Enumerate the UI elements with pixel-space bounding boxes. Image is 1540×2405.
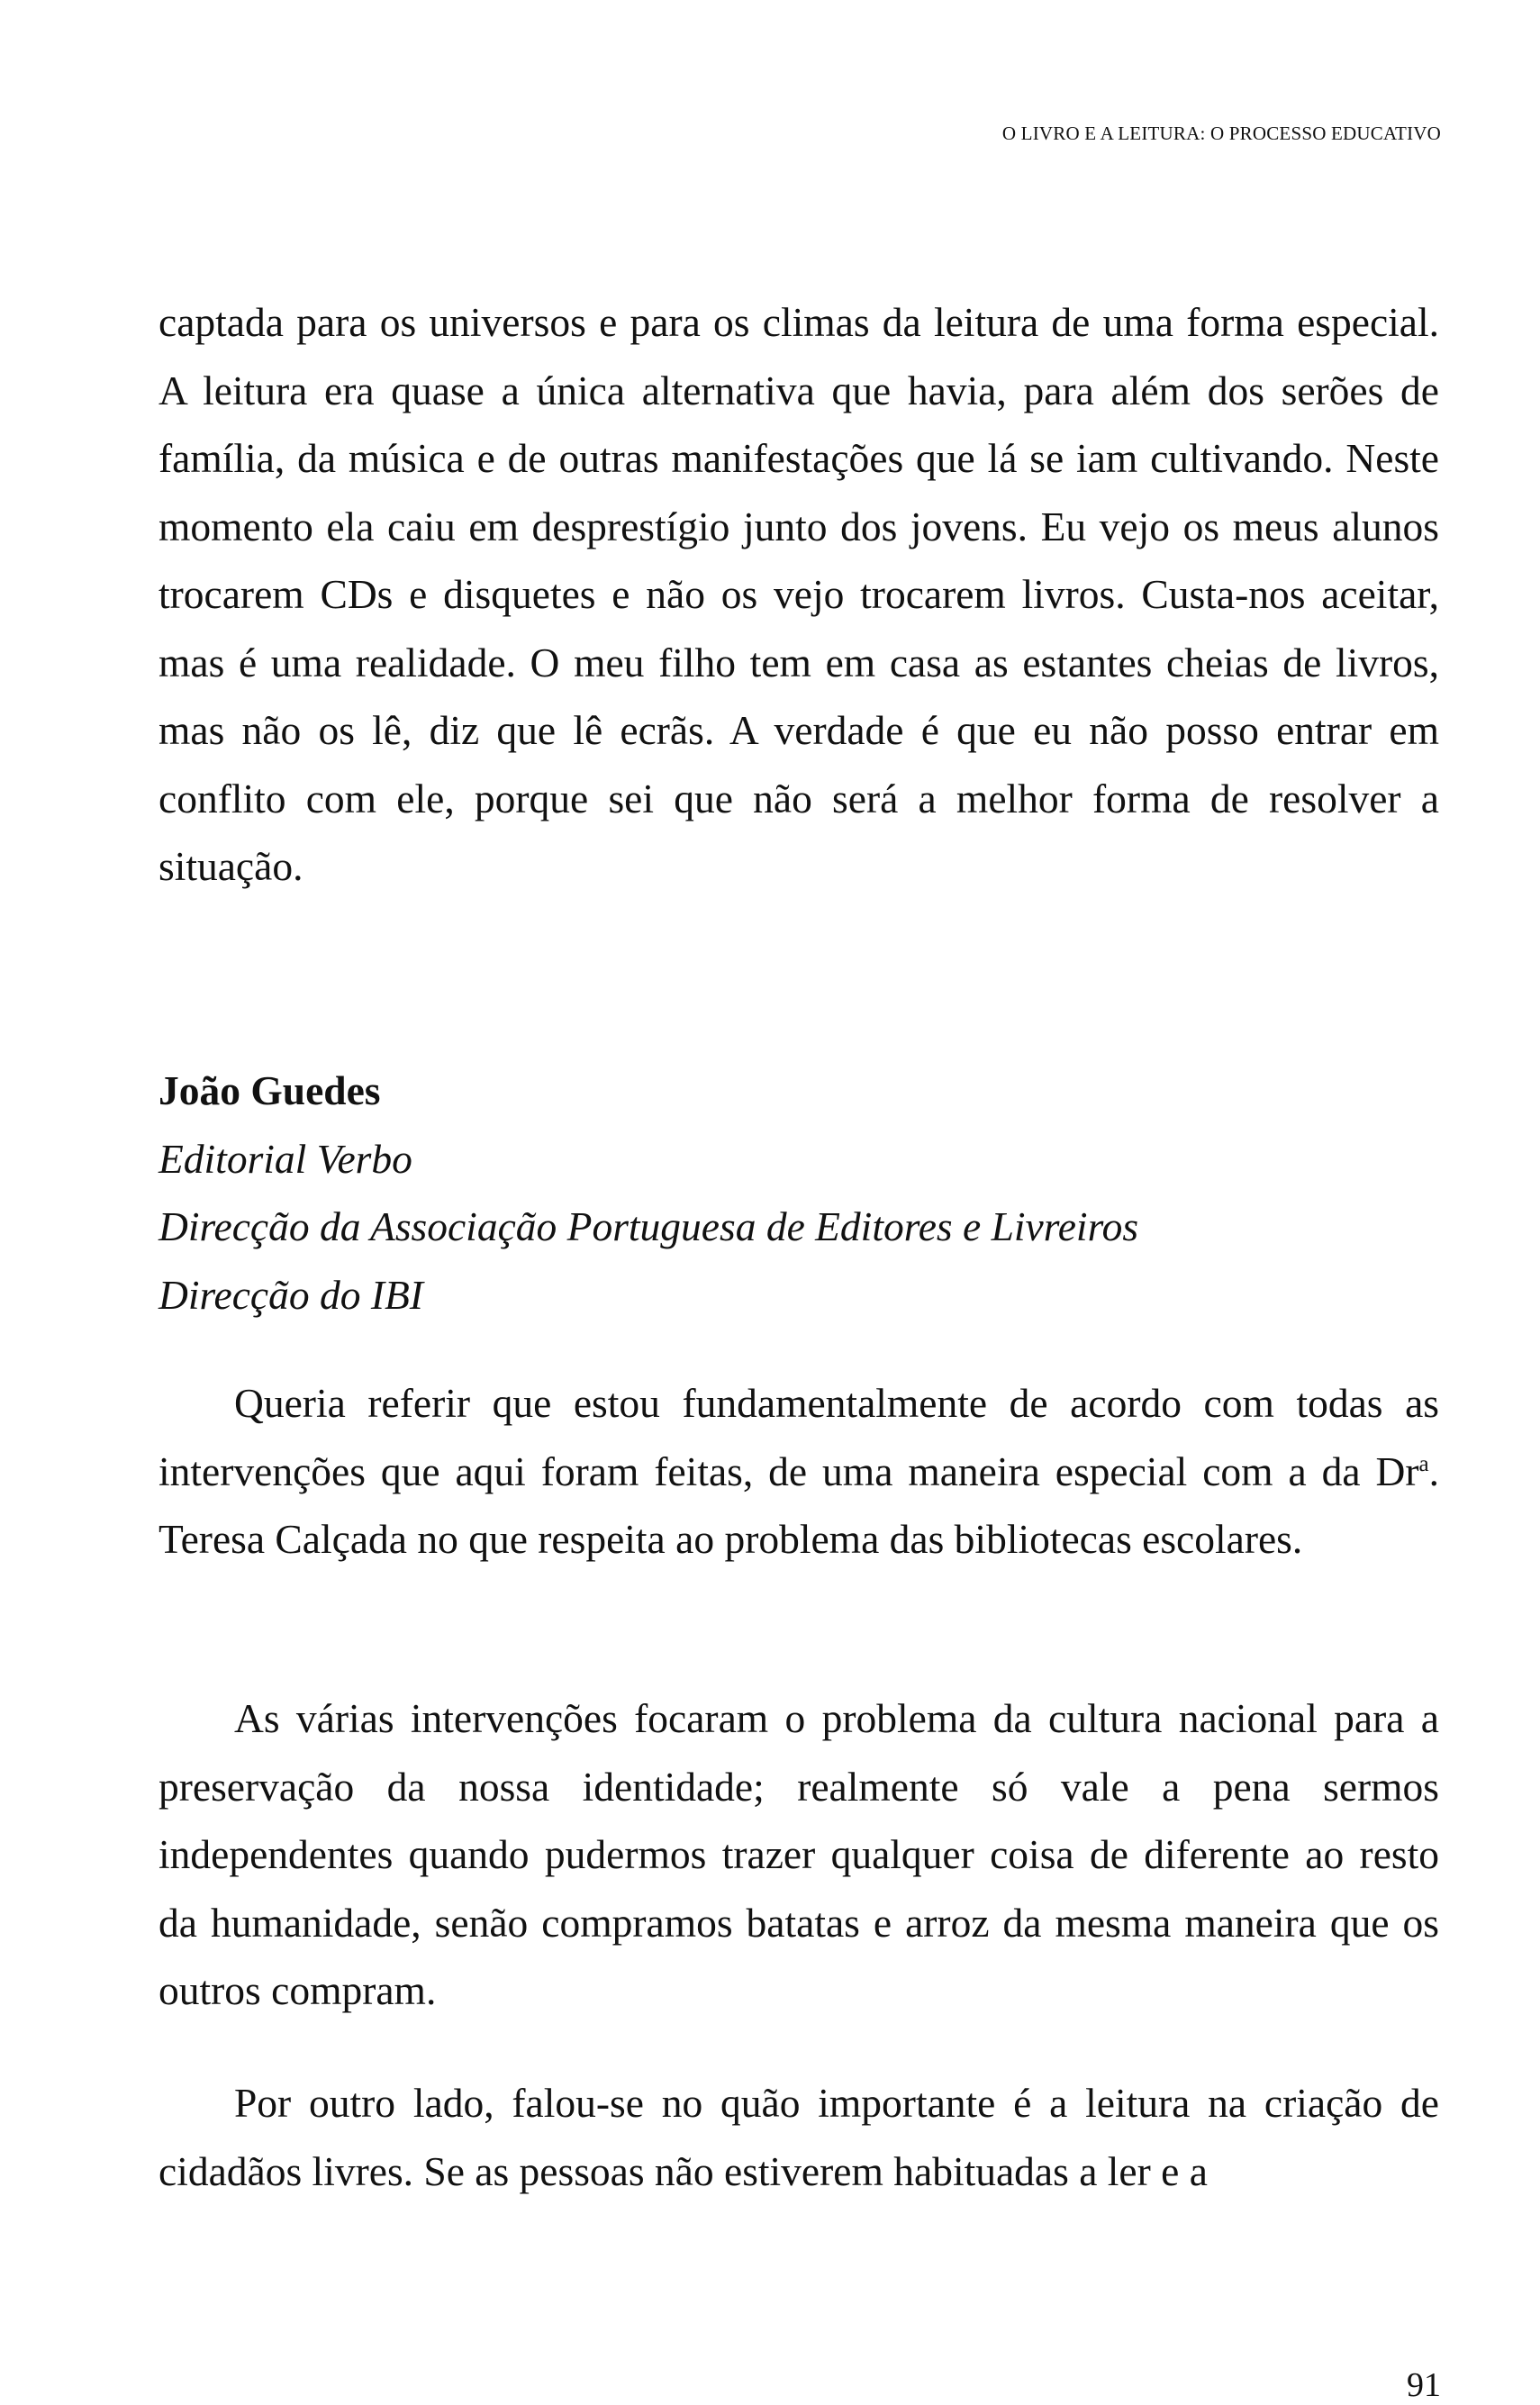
page-number: 91 (1407, 2366, 1441, 2404)
paragraph-continued: captada para os universos e para os climas da leitura de uma forma especial. A leitura era quase a única alternativa que havia, para além dos serões de família, da música e de outras manifestações que lá se iam cultivando. Neste momento ela caiu em desprestígio junto dos jovens. Eu vejo os meus alunos trocarem CDs e disquetes e não os vejo trocarem livros. Custa-nos aceitar, mas é uma realidade. O meu filho tem em casa as estantes cheias de livros, mas não os lê, diz que lê ecrãs. A verdade é que eu não posso entrar em conflito com ele, porque sei que não será a melhor forma de resolver a situação. (159, 299, 1439, 889)
paragraph (159, 1369, 1439, 1574)
superscript-abbreviation: a (1418, 1451, 1429, 1476)
speaker-affiliation: Direcção da Associação Portuguesa de Editores e Livreiros (159, 1203, 1139, 1249)
speaker-block (159, 1057, 1439, 1329)
paragraph: As várias intervenções focaram o problema da cultura nacional para a preservação da nossa identidade; realmente só vale a pena sermos independentes quando pudermos trazer qualquer coisa de diferente ao resto da humanidade, senão compramos batatas e arroz da mesma maneira que os outros compram. (159, 1695, 1439, 2013)
paragraph-text: . Teresa Calçada no que respeita ao problema das bibliotecas escolares. (159, 1448, 1439, 1562)
speaker-affiliation: Editorial Verbo (159, 1135, 412, 1182)
speaker-affiliation: Direcção do IBI (159, 1271, 423, 1318)
speaker-name: João Guedes (159, 1067, 381, 1113)
paragraph-text: Queria referir que estou fundamentalmente de acordo com todas as intervenções que aqui foram feitas, de uma maneira especial com a da Dr (159, 1380, 1439, 1494)
running-header: O LIVRO E A LEITURA: O PROCESSO EDUCATIVO (1001, 123, 1441, 144)
paragraph: Por outro lado, falou-se no quão importante é a leitura na criação de cidadãos livres. Se as pessoas não estiverem habituadas a ler e a (159, 2080, 1439, 2194)
